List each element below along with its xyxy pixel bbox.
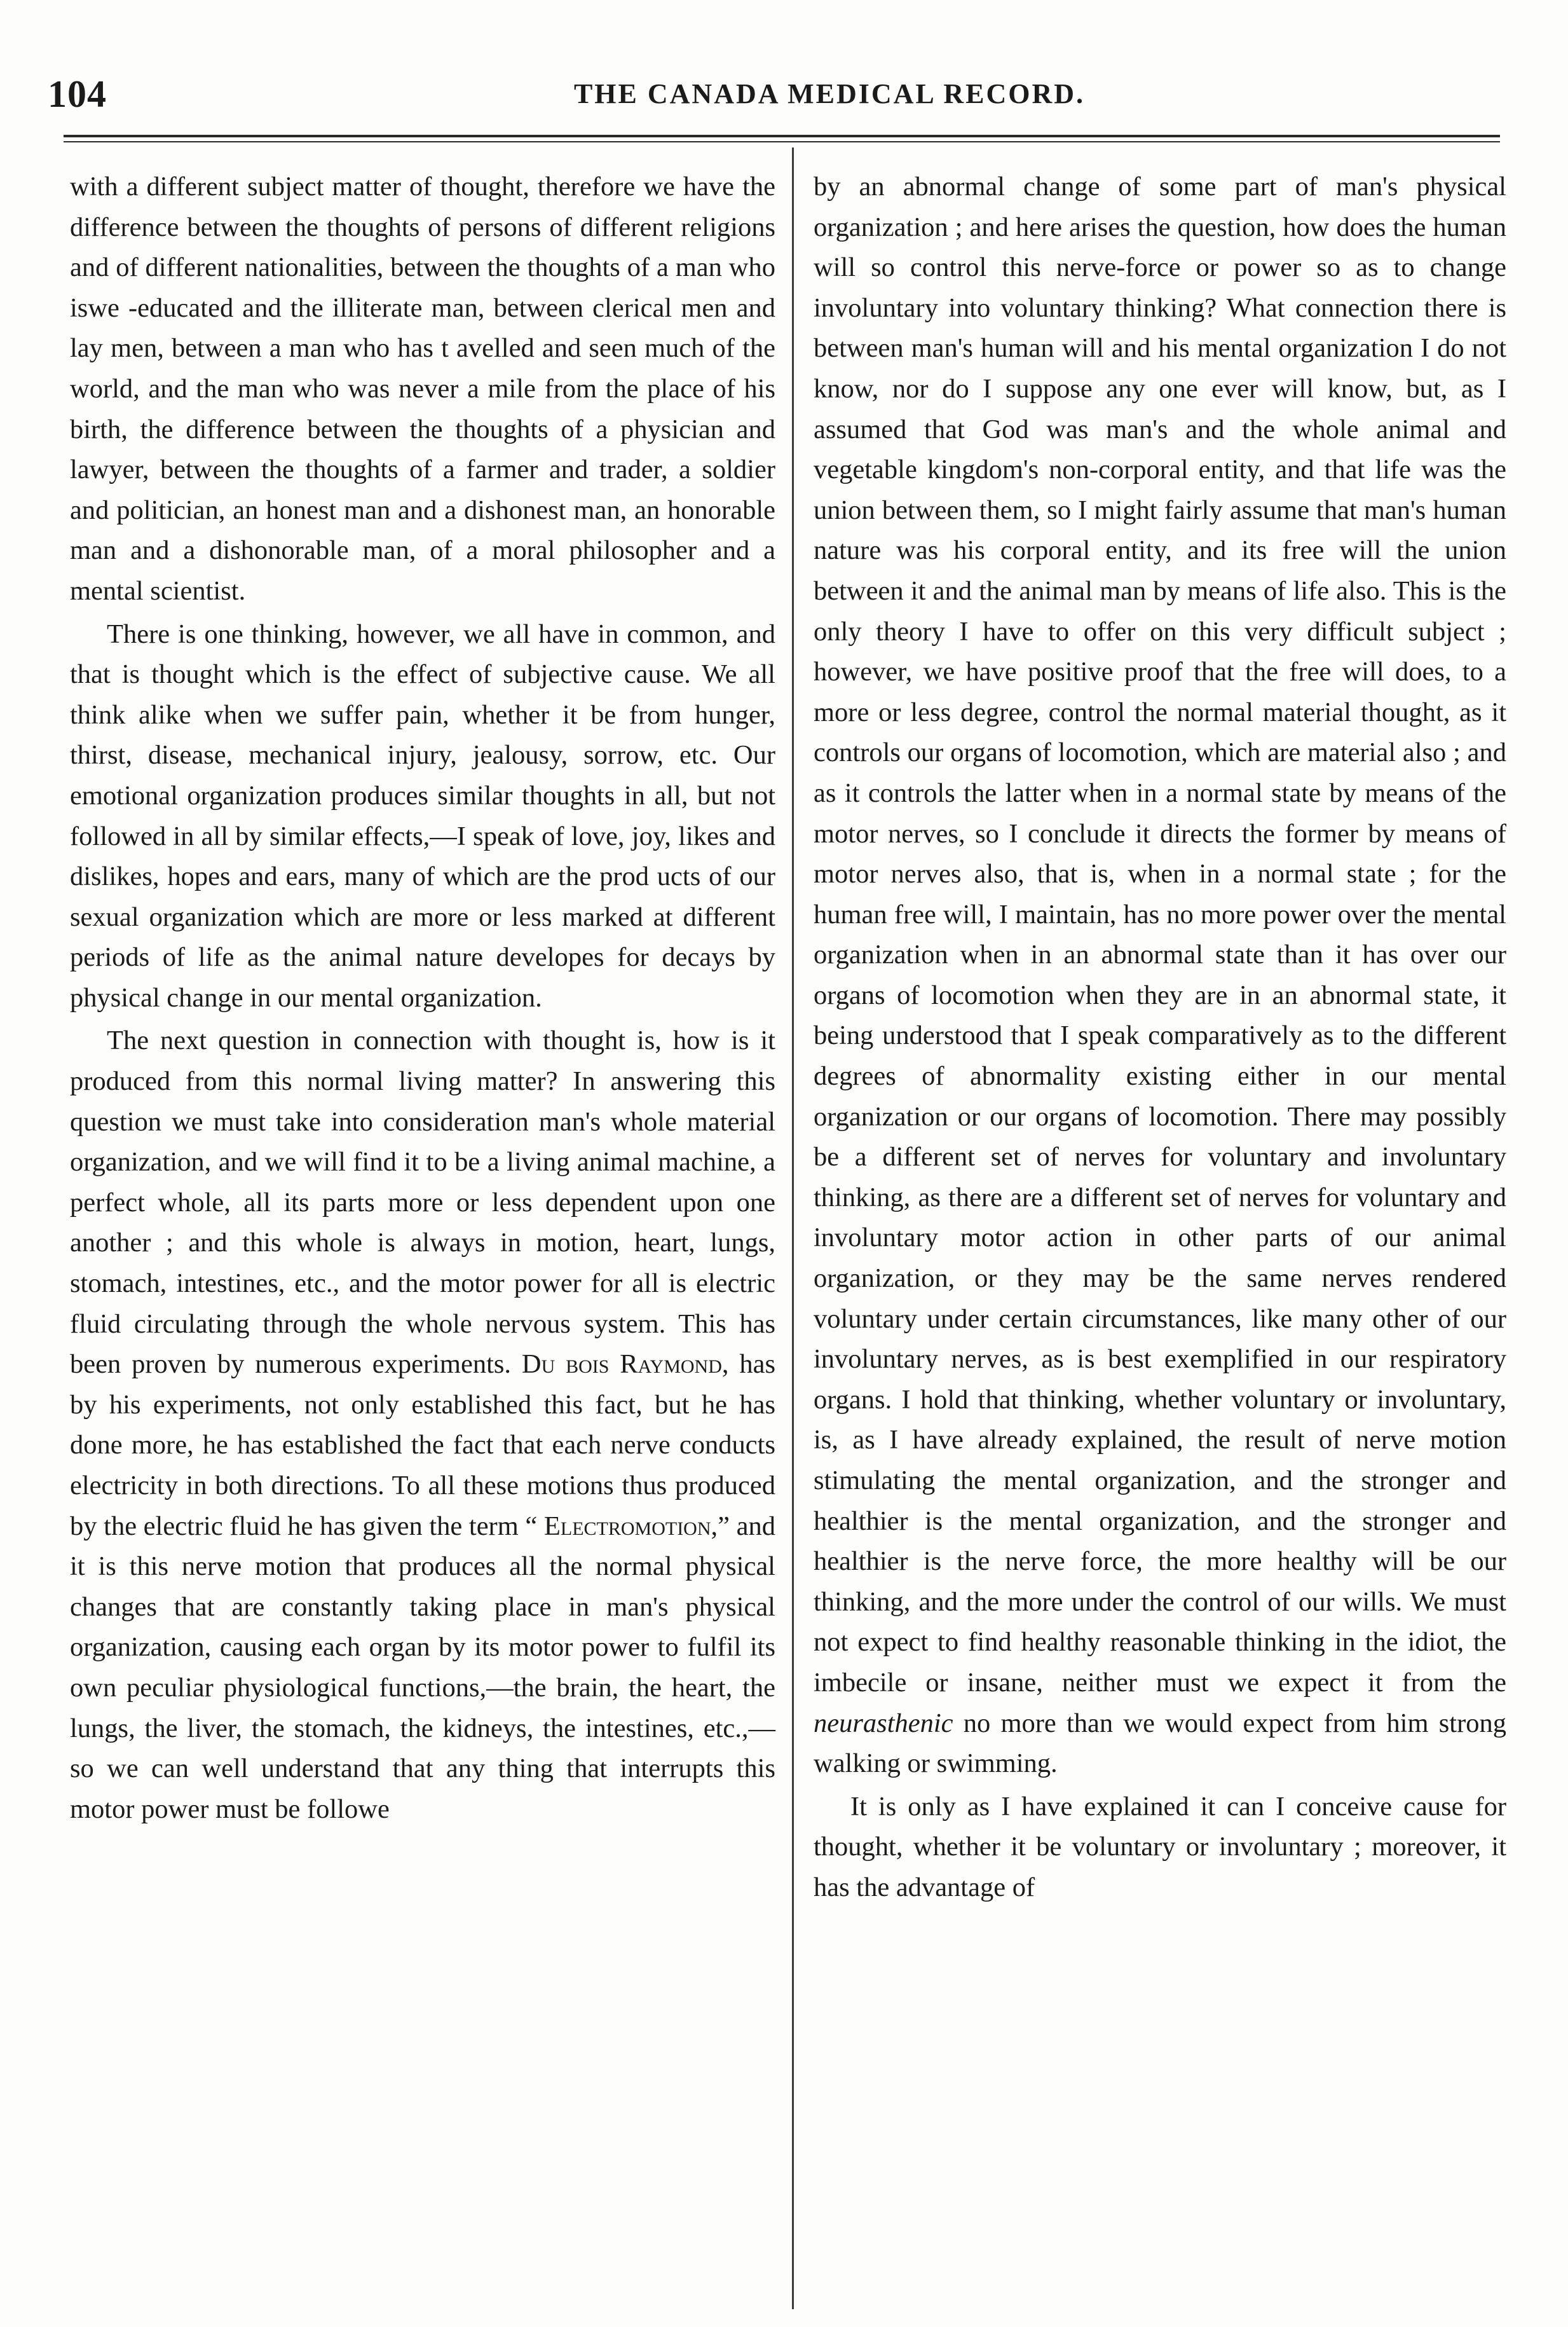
term: neurasthenic bbox=[814, 1708, 953, 1738]
journal-title: THE CANADA MEDICAL RECORD. bbox=[573, 78, 1086, 109]
page-header bbox=[48, 69, 1497, 120]
paragraph: with a different subject matter of thought, therefore we have the difference between the thoughts of persons of different religions and of different nationalities, between the thoughts of a man who iswe -educated and the illiterate man, between clerical men and lay men, between a man who has t avelled and seen much of the world, and the man who was never a mile from the place of his birth, the difference between the thoughts of a physician and lawyer, between the thoughts of a farmer and trader, a soldier and politician, an honest man and a dishonest man, an honorable man and a dishonorable man, of a moral philosopher and a mental scientist. bbox=[70, 172, 775, 606]
term: Electromotion bbox=[543, 1511, 711, 1541]
paragraph: There is one thinking, however, we all have in common, and that is thought which is the effect of subjective cause. We all think alike when we suffer pain, whether it be from hunger, thirst, disease, mechanical injury, jealousy, sorrow, etc. Our emotional organization produces similar thoughts in all, but not followed in all by similar effects,—I speak of love, joy, likes and dislikes, hopes and ears, many of which are the prod ucts of our sexual organization which are more or less marked at different periods of life as the animal nature developes for decays by physical change in our mental organization. bbox=[70, 619, 775, 1013]
left-column bbox=[70, 167, 775, 1829]
column-divider bbox=[792, 148, 794, 2309]
paragraph-text: by an abnormal change of some part of man's physical organization ; and here arises the question, how does the human will so control this nerve-force or power so as to change involuntary into voluntary thinking? What connection there is between man's human will and his mental organization I do not know, nor do I suppose any one ever will know, but, as I assumed that God was man's and the whole animal and vegetable kingdom's non-corporal entity, and that life was the union between them, so I might fairly assume that man's human nature was his corporal entity, and its free will the union between it and the animal man by means of life also. This is the only theory I have to offer on this very difficult subject ; however, we have positive proof that the free will does, to a more or less degree, control the normal material thought, as it controls our organs of locomotion, which are material also ; and as it controls the latter when in a normal state by means of the motor nerves, so I conclude it directs the former by means of motor nerves also, that is, when in a normal state ; for the human free will, I maintain, has no more power over the mental organization when in an abnormal state than it has over our organs of locomotion when they are in an abnormal state, it being understood that I speak comparatively as to the different degrees of abnormality existing either in our mental organization or our organs of locomotion. There may possibly be a different set of nerves for voluntary and involuntary thinking, as there are a different set of nerves for voluntary and involuntary motor action in other parts of our animal organization, or they may be the same nerves rendered voluntary under certain circumstances, like many other of our involuntary nerves, as is best exemplified in our respiratory organs. I hold that thinking, whether voluntary or involuntary, is, as I have already explained, the result of nerve motion stimulating the mental organization, and the stronger and healthier is the mental organization, and the stronger and healthier is the nerve force, the more healthy will be our thinking, and the more under the control of our wills. We must not expect to find healthy reasonable thinking in the idiot, the imbecile or insane, neither must we expect it from the bbox=[814, 172, 1506, 1698]
paragraph-text: ,” and it is this nerve motion that produces all the normal physical changes that are constantly taking place in man's physical organization, causing each organ by its motor power to fulfil its own peculiar physiological functions,—the brain, the heart, the lungs, the liver, the stomach, the kidneys, the intestines, etc.,—so we can well understand that any thing that interrupts this motor power must be followe bbox=[70, 1511, 775, 1824]
page-number: 104 bbox=[48, 73, 107, 115]
paragraph bbox=[814, 167, 1506, 1784]
header-rule-thin bbox=[64, 141, 1500, 142]
right-column bbox=[814, 167, 1506, 1908]
header-rule-thick bbox=[64, 135, 1500, 137]
paragraph-text: , has by his experiments, not only established this fact, but he has done more, he has established the fact that each nerve conducts electricity in both directions. To all these motions thus produced by the electric fluid he has given the term “ bbox=[70, 1349, 775, 1541]
paragraph: It is only as I have explained it can I conceive cause for thought, whether it be voluntary or involuntary ; moreover, it has the advantage of bbox=[814, 1791, 1506, 1902]
paragraph-text: no more than we would expect from him strong walking or swimming. bbox=[814, 1708, 1506, 1779]
person-name: Du bois Raymond bbox=[521, 1349, 722, 1380]
paragraph-text: The next question in connection with thought is, how is it produced from this normal living matter? In answering this question we must take into consideration man's whole material organization, and we will find it to be a living animal machine, a perfect whole, all its parts more or less dependent upon one another ; and this whole is always in motion, heart, lungs, stomach, intestines, etc., and the motor power for all is electric fluid circulating through the whole nervous system. This has been proven by numerous experiments. bbox=[70, 1026, 775, 1380]
paragraph bbox=[70, 1020, 775, 1829]
